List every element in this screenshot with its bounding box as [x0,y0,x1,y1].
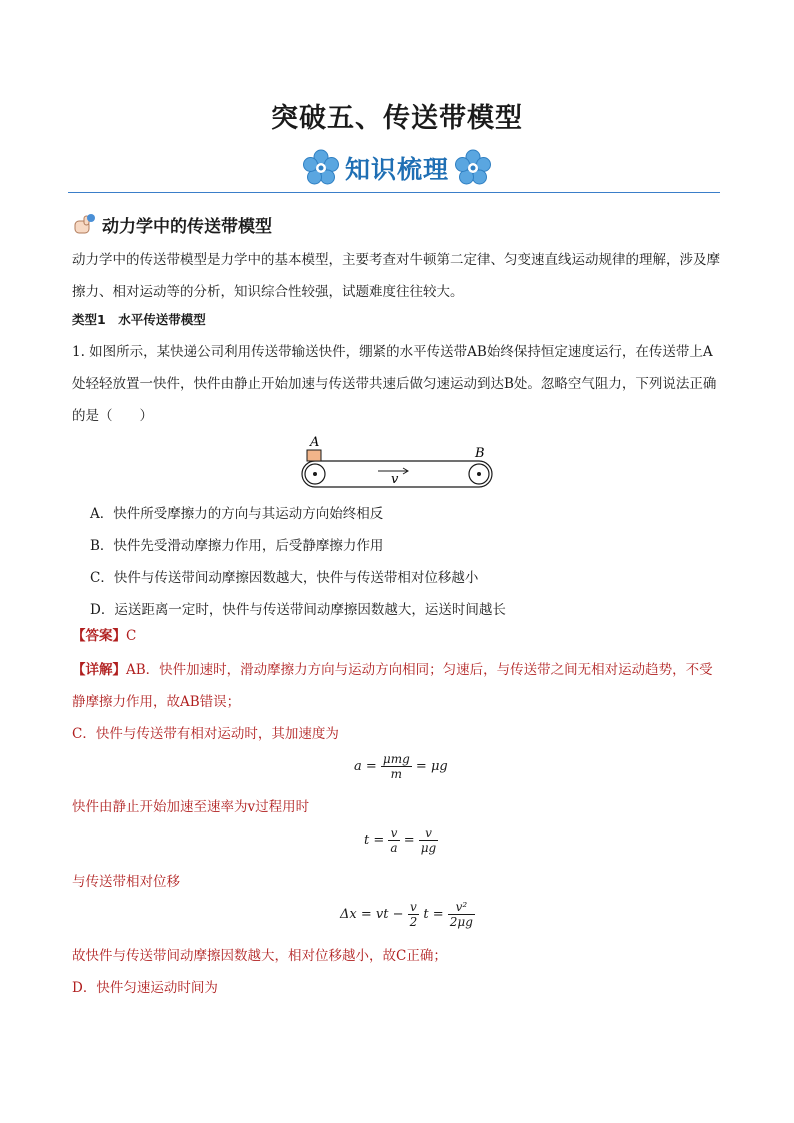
intro-paragraph: 动力学中的传送带模型是力学中的基本模型，主要考查对牛顿第二定律、匀变速直线运动规律的理解，涉及摩擦力、相对运动等的分析，知识综合性较强，试题难度往往较大。 [72,252,720,300]
page-title: 突破五、传送带模型 [271,103,523,134]
option-b: B．快件先受滑动摩擦力作用，后受静摩擦力作用 [90,538,384,554]
answer-tag: 【答案】 [72,628,126,644]
conveyor-diagram [296,432,496,492]
section-heading [72,212,272,237]
fraction: $\frac{v}{a}$ [390,826,398,855]
parcel-box [307,450,321,461]
pointing-hand-icon [72,213,96,237]
section-banner [0,148,794,188]
answer-value: C [126,628,137,644]
detail-line-d: D．快件匀速运动时间为 [72,980,218,996]
detail-paragraph [72,654,724,718]
detail-text: AB．快件加速时，滑动摩擦力方向与运动方向相同；匀速后，与传送带之间无相对运动趋势，不受静摩擦力作用，故AB错误； [72,662,713,710]
type-label: 类型1 水平传送带模型 [72,312,206,327]
detail-tag: 【详解】 [72,662,126,678]
label-a: A [310,435,320,450]
flower-icon [453,148,493,188]
fraction: $\frac{\text{v²}}{2\mu g}$ [449,900,473,929]
detail-line-time: 快件由静止开始加速至速率为v过程用时 [72,799,310,815]
label-b: B [475,446,485,461]
fraction: $\frac{\text{μmg}}{m}$ [382,752,410,781]
question-text: 1. 如图所示，某快递公司利用传送带输送快件，绷紧的水平传送带AB始终保持恒定速度运行，在传送带上A处轻轻放置一快件，快件由静止开始加速与传送带共速后做匀速运动到达B处。忽略空气阻力，下列说法正确的是（ ） [72,344,717,424]
fraction: $\frac{v}{2}$ [409,900,418,929]
section-title: 动力学中的传送带模型 [102,217,272,237]
formula-lhs: a = [354,759,377,774]
option-c: C．快件与传送带间动摩擦因数越大，快件与传送带相对位移越小 [90,570,479,586]
divider [68,192,720,193]
formula-time: t = $\frac{v}{a}$ = $\frac{v}{\mu g}$ [364,826,437,855]
fraction: $\frac{v}{\mu g}$ [420,826,437,855]
formula-acceleration [354,752,448,781]
formula-rhs: = μg [415,759,448,774]
option-a: A．快件所受摩擦力的方向与其运动方向始终相反 [90,506,384,522]
answer-line [72,620,724,652]
detail-line-displacement: 与传送带相对位移 [72,874,180,890]
option-d: D．运送距离一定时，快件与传送带间动摩擦因数越大，运送时间越长 [90,602,506,618]
detail-line-conclusion: 故快件与传送带间动摩擦因数越大，相对位移越小，故C正确； [72,948,447,964]
formula-displacement: Δx = vt − $\frac{v}{2}$ t = $\frac{\text{v²}}{2\mu g}$ [340,900,473,929]
label-v: v [391,472,399,487]
banner-text: 知识梳理 [344,155,449,184]
detail-line-c: C．快件与传送带有相对运动时，其加速度为 [72,726,339,742]
flower-icon [301,148,341,188]
